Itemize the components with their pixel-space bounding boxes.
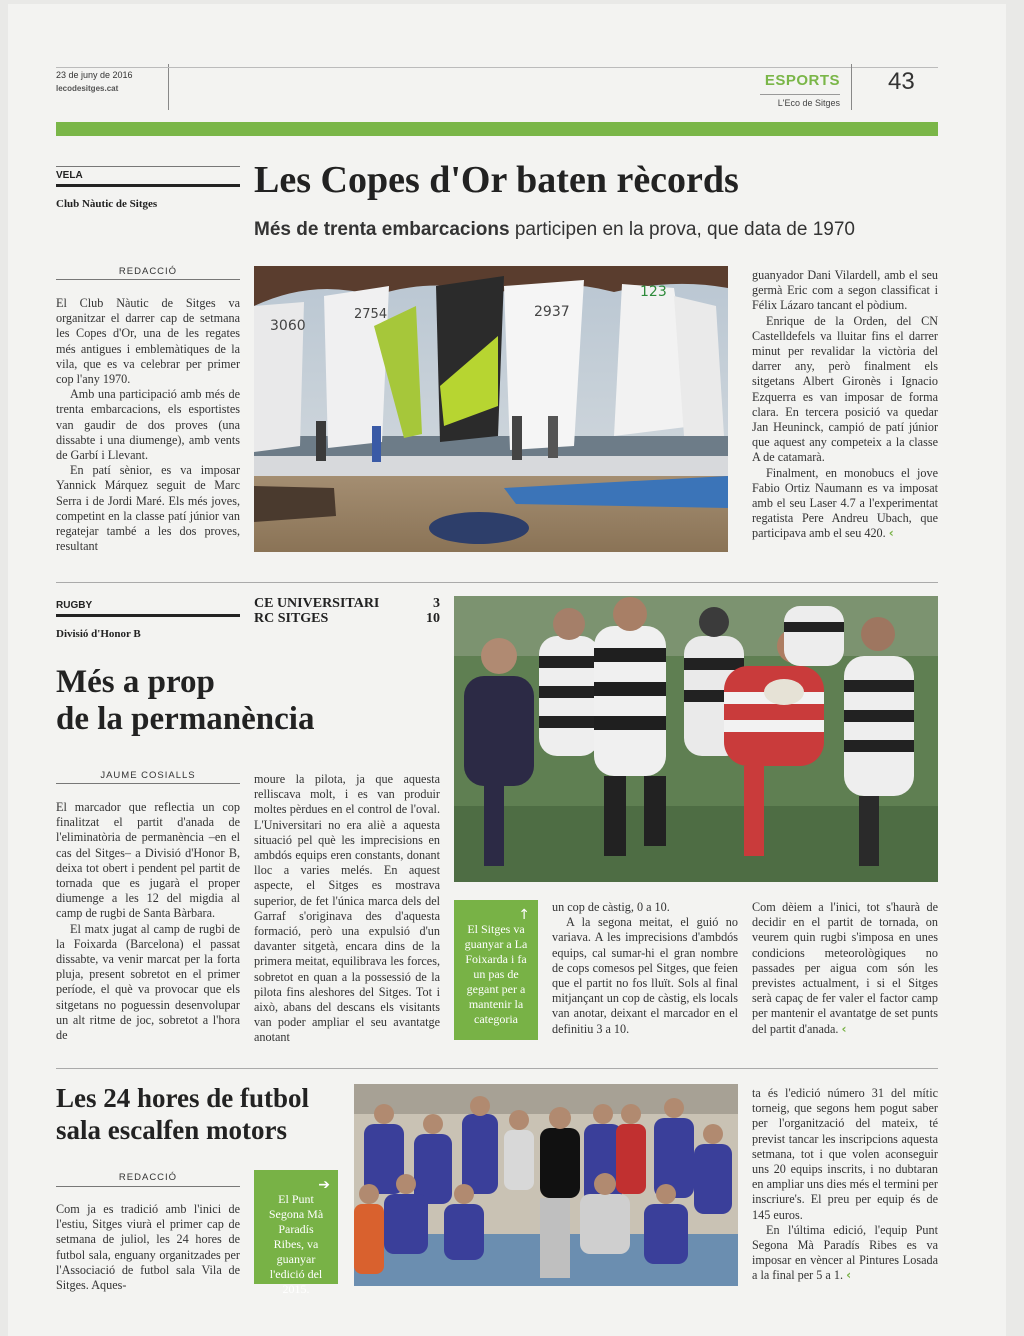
sailing-photo — [254, 266, 728, 552]
scoreboard — [254, 596, 440, 626]
headline: Les 24 hores de futbol sala escalfen motors — [56, 1083, 310, 1145]
paragraph: ta és l'edició número 31 del mític torneig, que segons hem pogut saber per l'organització del mateix, té previst tancar les inscripcions aquesta setmana, tot i que volen aconseguir uns 20 equips inscrits, i no dubtaran en ampliar uns dies més el termini per inscriure's. El preu per equip és de 145 euros. — [752, 1086, 938, 1222]
team-name: CE UNIVERSITARI — [254, 596, 380, 611]
category-rule — [56, 614, 240, 617]
byline: JAUME COSIALLS — [100, 770, 196, 781]
paragraph: un cop de càstig, 0 a 10. — [552, 900, 670, 914]
svg-text:3060: 3060 — [270, 318, 306, 334]
byline-rule — [56, 783, 240, 784]
subheadline-bold: Més de trenta embarcacions — [254, 219, 510, 240]
article-column-1 — [56, 800, 240, 1043]
sailboats-illustration — [254, 266, 728, 552]
paragraph: moure la pilota, ja que aquesta relliscava molt, i es van produir moltes pèrdues en el control de l'oval. L'Universitari no era aliè a aquesta situació pel què les imprecisions en ambdós equips eren constants, donant lloc a varies melés. En aquest aspecte, el Sitges es mostrava superior, de fet l'única marca dels del Garraf s'originava des d'aquesta formació, però una expulsió d'un davanter sitgetà, encara dins de la primera meitat, equilibrava les forces, sobretot en quan a la possessió de la pilota fins aleshores del Sitges. Tot i això, abans del descans els visitants van poder ampliar el seu avantatge anotant — [254, 772, 440, 1045]
section-divider — [56, 582, 938, 583]
paragraph: A la segona meitat, el guió no variava. A les imprecisions d'ambdós equips, cal sumar-hi el gran nombre de cops comesos pel Sitges, que feien que el partit no fos lluït. Sols al final mitjançant un cop de càstig, els locals van anotar, deixant el marcador en el definitiu 3 a 10. — [552, 915, 738, 1036]
header-divider — [168, 64, 169, 110]
website: lecodesitges.cat — [56, 84, 119, 93]
article-column-1 — [56, 1202, 240, 1293]
paragraph: Com ja es tradició amb l'inici de l'estiu, Sitges viurà el primer cap de setmana de juliol, les 24 hores de futbol sala, enguany organitzades per l'Associació de futbol sala Vila de Sitges. Aques- — [56, 1202, 240, 1293]
end-mark-icon: ‹ — [846, 1268, 852, 1283]
publication-name: L'Eco de Sitges — [777, 98, 840, 108]
header-top-rule — [56, 67, 938, 68]
byline-rule — [56, 1186, 240, 1187]
score-row — [254, 596, 440, 611]
team-score: 10 — [426, 611, 440, 626]
byline: REDACCIÓ — [118, 266, 178, 277]
article-column-4 — [752, 900, 938, 1037]
rugby-players-illustration — [454, 596, 938, 882]
paragraph: Com dèiem a l'inici, tot s'haurà de decidir en el partit de tornada, on veurem quin rugbi s'imposa en unes condicions meteorològiques no passades per aigua com són les previstes actualment, i si el Sitges serà capaç de fer valer el factor camp per mantenir el avantatge de set punts del partit d'anada. ‹ — [752, 900, 938, 1036]
team-name: RC SITGES — [254, 611, 329, 626]
headline: Més a prop de la permanència — [56, 664, 315, 737]
section-divider — [56, 1068, 938, 1069]
svg-text:2937: 2937 — [534, 304, 570, 320]
subheadline — [254, 219, 855, 241]
section-rule — [760, 94, 840, 95]
arrow-up-icon: ↑ — [518, 907, 530, 923]
page-number: 43 — [888, 68, 915, 95]
paragraph: Enrique de la Orden, del CN Castelldefels va lluitar fins el darrer minut per revalidar la victòria del darrer any, però finalment els sitgetans Albert Gironès i Ignacio Ezquerra es van imposar de forma clara. En tercera posició va quedar Jan Heuninck, campió de patí júnior que aquest any competeix a la classe A de catamarà. — [752, 313, 938, 465]
green-banner-bar — [56, 122, 938, 136]
paragraph: guanyador Dani Vilardell, amb el seu germà Eric com a segon classificat i Félix Lázaro tancant el pòdium. — [752, 268, 938, 313]
paragraph: Finalment, en monobucs el jove Fabio Ortiz Naumann es va imposat amb el seu Laser 4.7 a l'experimentat regatista Pere Andreu Ubach, que participava amb el seu 420. ‹ — [752, 465, 938, 541]
paragraph: En patí sènior, es va imposar Yannick Márquez seguit de Marc Serra i de Jordi Maré. Els més joves, competint en la classe patí júnior van regatejar també a les dos proves, resultant — [56, 463, 240, 554]
svg-text:2754: 2754 — [354, 307, 388, 322]
paragraph: En l'última edició, l'equip Punt Segona Mà Paradís Ribes es va imposar en vèncer al Pintures Losada a la final per 5 a 1. ‹ — [752, 1222, 938, 1283]
article-column-3 — [552, 900, 738, 1037]
category-rule-top — [56, 166, 240, 167]
category-rule — [56, 184, 240, 187]
team-score: 3 — [433, 596, 440, 611]
rugby-photo — [454, 596, 938, 882]
team-group-illustration — [354, 1084, 738, 1286]
subcategory-label: Divisió d'Honor B — [56, 628, 141, 640]
byline: REDACCIÓ — [118, 1172, 178, 1183]
article-column-3 — [752, 1086, 938, 1284]
paragraph: El matx jugat al camp de rugbi de la Foixarda (Barcelona) el passat dissabte, va venir marcat per la forta pluja, present sobretot en el primer període, el què va provocar que els sitgetans no poguessin desenvolupar un alt ritme de joc, sobretot a l'hora de — [56, 921, 240, 1043]
subheadline-rest: participen en la prova, que data de 1970 — [509, 219, 855, 240]
subcategory-label: Club Nàutic de Sitges — [56, 198, 158, 210]
paragraph: Amb una participació amb més de trenta embarcacions, els esportistes van gaudir de dos proves (una dissabte i una diumenge), amb vents de Garbí i Llevant. — [56, 387, 240, 463]
pull-quote: ↑ El Sitges va guanyar a La Foixarda i fa un pas de gegant per a mantenir la categoria — [454, 900, 538, 1040]
paragraph: El marcador que reflectia un cop finalitzat el partit d'anada de l'eliminatòria de permanència –en el cas del Sitges– a Divisió d'Honor B, deixa tot obert i pendent pel partit de tornada que es jugarà el proper diumenge a les 12 del migdia al camp de rugbi de Santa Bàrbara. — [56, 800, 240, 921]
article-column-1 — [56, 296, 240, 554]
pagenum-divider — [851, 64, 852, 110]
article-column-3 — [752, 268, 938, 542]
section-name: ESPORTS — [764, 72, 840, 89]
arrow-right-icon: ➔ — [318, 1177, 330, 1193]
team-photo — [354, 1084, 738, 1286]
end-mark-icon: ‹ — [841, 1021, 847, 1036]
issue-date: 23 de juny de 2016 — [56, 70, 133, 80]
end-mark-icon: ‹ — [888, 526, 894, 541]
paragraph: El Club Nàutic de Sitges va organitzar el darrer cap de setmana les Copes d'Or, una de les regates més antigues i emblemàtiques de la vila, que es va celebrar per primer cop l'any 1970. — [56, 296, 240, 387]
pull-quote: ➔ El Punt Segona Mà Paradís Ribes, va guanyar l'edició del 2015. — [254, 1170, 338, 1284]
newspaper-page — [8, 4, 1006, 1336]
article-column-2 — [254, 772, 440, 1046]
score-row — [254, 611, 440, 626]
svg-text:123: 123 — [640, 284, 667, 300]
category-label: VELA — [56, 170, 83, 181]
byline-rule — [56, 279, 240, 280]
category-label: RUGBY — [56, 600, 93, 611]
headline: Les Copes d'Or baten rècords — [254, 159, 739, 201]
